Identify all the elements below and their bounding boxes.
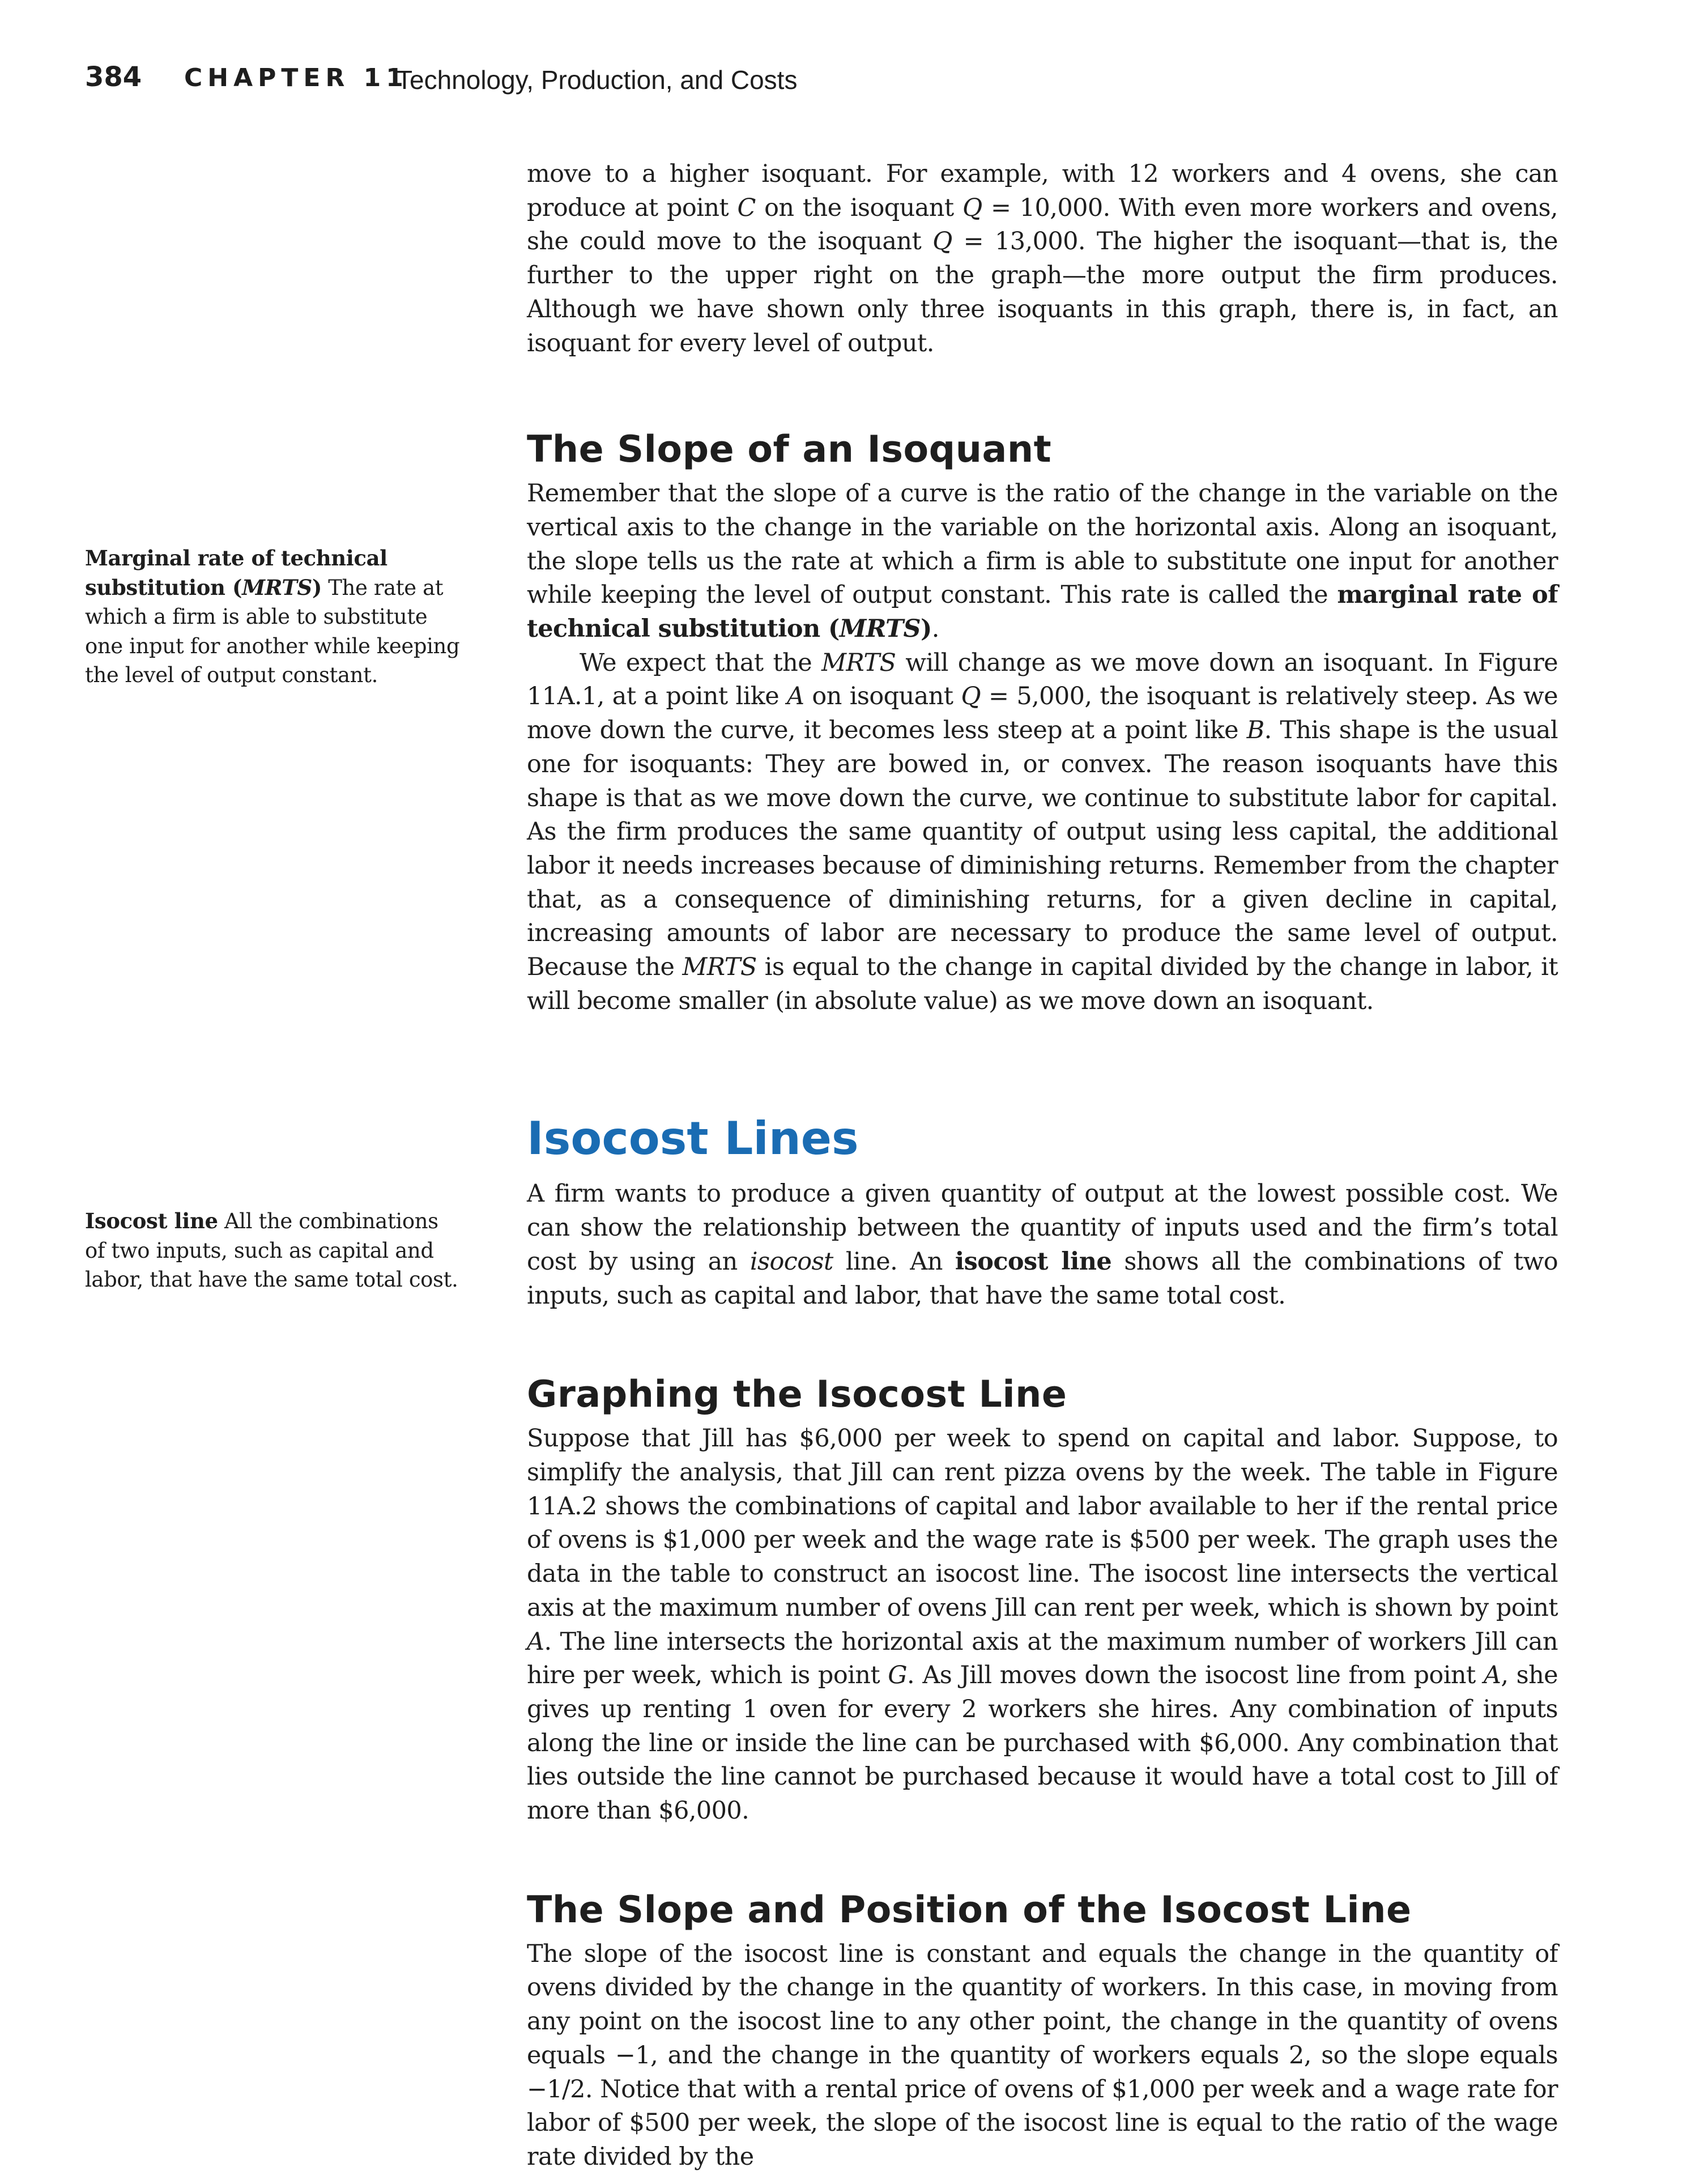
- text-run: line. An: [833, 1247, 955, 1276]
- margin-term-abbr: MRTS: [242, 574, 312, 600]
- text-run: A firm wants to produce a given quantity of output at the lowest possible cost. We can show the relationship between the quantity of inputs used and the firm’s total cost by using an: [527, 1180, 1558, 1276]
- chapter-title: Technology, Production, and Costs: [397, 65, 798, 95]
- text-run: . This shape is the usual one for isoquants: They are bowed in, or convex. The reason isoquants have this shape is that as we move down the curve, we continue to substitute labor for capital. As the firm produces the same quantity of output using less capital, the additional labor it needs increases because of diminishing returns. Remember from the chapter that, as a consequence of diminishing returns, for a given decline in capital, increasing amounts of labor are necessary to produce the same level of output. Because the: [527, 716, 1558, 982]
- key-term-abbr: MRTS: [839, 615, 921, 644]
- paragraph-mrts-change: [527, 646, 1558, 1019]
- key-term: marginal rate of technical substitution (: [527, 581, 1558, 644]
- variable-q: Q: [932, 227, 952, 256]
- text-run: , she gives up renting 1 oven for every 2 workers she hires. Any combination of inputs along the line or inside the line can be purchased with $6,000. Any combination that lies outside the line cannot be purchased because it would have a total cost to Jill of more than $6,000.: [527, 1661, 1558, 1825]
- text-run: Remember that the slope of a curve is the ratio of the change in the variable on the vertical axis to the change in the variable on the horizontal axis. Along an isoquant, the slope tells us the rate at which a firm is able to substitute one input for another while keeping the level of output constant. This rate is called the: [527, 479, 1558, 610]
- text-run: is equal to the change in capital divided by the change in labor, it will become smaller (in absolute value) as we move down an isoquant.: [527, 953, 1558, 1015]
- point-label: C: [737, 193, 756, 222]
- text-run: We expect that the: [580, 648, 821, 677]
- text-run: move to a higher isoquant. For example, with 12 workers and 4 ovens, she can produce at point: [527, 160, 1558, 222]
- text-run: on the isoquant: [755, 193, 962, 222]
- point-label: A: [787, 682, 804, 711]
- margin-term-isocost: Isocost line: [85, 1208, 218, 1233]
- point-label: B: [1246, 716, 1264, 745]
- margin-note-isocost: [85, 1207, 462, 1295]
- variable-q: Q: [962, 193, 982, 222]
- text-run: on isoquant: [804, 682, 961, 711]
- key-term-close: ): [920, 615, 932, 644]
- margin-note-mrts: [85, 544, 462, 690]
- text-run: . The line intersects the horizontal axis at the maximum number of workers Jill can hire per week, which is point: [527, 1627, 1558, 1690]
- margin-definition-mrts: The rate at which a firm is able to substitute one input for another while keeping the level of output constant.: [85, 575, 460, 687]
- variable-q: Q: [961, 682, 981, 711]
- term-mrts: MRTS: [821, 648, 896, 677]
- paragraph-slope-isoquant: [527, 477, 1558, 646]
- heading-isocost-lines: Isocost Lines: [527, 1112, 859, 1165]
- margin-term-mrts: Marginal rate of technical substitution: [85, 546, 387, 600]
- point-label: G: [888, 1661, 908, 1690]
- text-run: = 13,000. The higher the isoquant—that is, the further to the upper right on the graph—the more output the firm produces. Although we have shown only three isoquants in this graph, there is, in fact, an isoquant for every level of output.: [527, 227, 1558, 357]
- key-term: isocost line: [955, 1247, 1112, 1276]
- term-mrts: MRTS: [682, 953, 757, 982]
- paragraph-isocost-intro: [527, 1177, 1558, 1313]
- paragraph-slope-position: The slope of the isocost line is constant and equals the change in the quantity of ovens divided by the change in the quantity of workers. In this case, in moving from any point on the isocost line to any other point, the change in the quantity of ovens equals −1, and the change in the quantity of workers equals 2, so the slope equals −1/2. Notice that with a rental price of ovens of $1,000 per week and a wage rate for labor of $500 per week, the slope of the isocost line is equal to the ratio of the wage rate divided by the: [527, 1939, 1558, 2171]
- main-column: [527, 157, 1558, 2174]
- margin-term-open: (: [225, 574, 242, 600]
- heading-slope-position: The Slope and Position of the Isocost Line: [527, 1888, 1412, 1931]
- point-label: A: [1483, 1661, 1501, 1690]
- text-run: .: [931, 615, 939, 644]
- margin-term-close: ): [312, 574, 322, 600]
- text-run: . As Jill moves down the isocost line from point: [907, 1661, 1484, 1690]
- text-run: Suppose that Jill has $6,000 per week to spend on capital and labor. Suppose, to simplify the analysis, that Jill can rent pizza ovens by the week. The table in Figure 11A.2 shows the combinations of capital and labor available to her if the rental price of ovens is $1,000 per week and the wage rate is $500 per week. The graph uses the data in the table to construct an isocost line. The isocost line intersects the vertical axis at the maximum number of ovens Jill can rent per week, which is shown by point: [527, 1424, 1558, 1622]
- heading-slope-of-isoquant: The Slope of an Isoquant: [527, 428, 1052, 471]
- heading-graphing-isocost: Graphing the Isocost Line: [527, 1373, 1067, 1416]
- text-run: = 10,000. With even more workers and ovens, she could move to the isoquant: [527, 193, 1558, 256]
- paragraph-higher-isoquant: [527, 157, 1558, 360]
- text-run: will change as we move down an isoquant. In Figure 11A.1, at a point like: [527, 648, 1558, 711]
- text-run: shows all the combinations of two inputs, such as capital and labor, that have the same total cost.: [527, 1247, 1558, 1310]
- paragraph-graphing: [527, 1422, 1558, 1828]
- margin-definition-isocost: All the combinations of two inputs, such as capital and labor, that have the same total cost.: [85, 1209, 458, 1292]
- page-number: 384: [85, 61, 142, 93]
- point-label: A: [527, 1627, 544, 1656]
- chapter-label: CHAPTER 11: [184, 63, 408, 92]
- term-italic: isocost: [749, 1247, 833, 1276]
- text-run: = 5,000, the isoquant is relatively steep. As we move down the curve, it becomes less steep at a point like: [527, 682, 1558, 745]
